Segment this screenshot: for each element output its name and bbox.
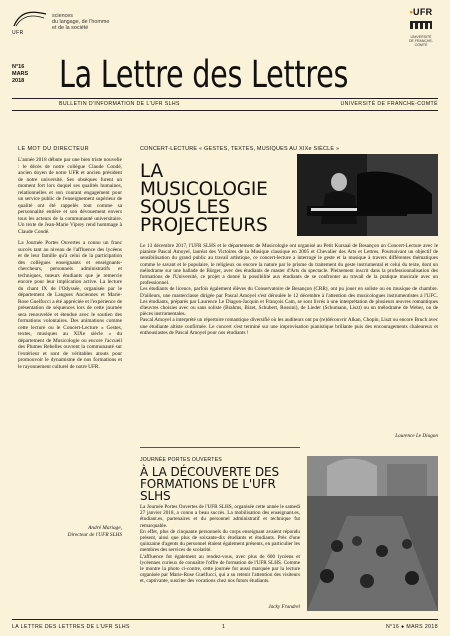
ufr-logo-label: UFR bbox=[12, 30, 24, 36]
masthead-title: La Lettre des Lettres bbox=[59, 53, 349, 96]
editorial-text bbox=[18, 157, 122, 375]
footer-rule bbox=[12, 619, 438, 620]
pianist-photo bbox=[297, 154, 438, 236]
editorial-signature bbox=[18, 525, 122, 538]
issue-year: 2018 bbox=[12, 78, 25, 84]
article2-body bbox=[140, 504, 300, 585]
ufc-logo-mark: •UFR bbox=[409, 7, 433, 17]
bulletin-subtitle: BULLETIN D'INFORMATION DE L'UFR SLHS bbox=[59, 101, 180, 107]
article-divider bbox=[140, 447, 300, 448]
open-day-photo-image bbox=[307, 456, 438, 611]
article2-paragraph: La Journée Portes Ouvertes de l'UFR SLHS, organisée cette année le samedi 27 janvier 2018, a connu a beau succès. La mobilisation des enseignant.es, étudiant.es, partenaires et du personnel administratif et technique fut remarquable. bbox=[140, 504, 300, 529]
header-rule-bottom bbox=[12, 110, 438, 111]
article1-byline: Laurence Le Diagon bbox=[395, 433, 438, 439]
article1-paragraph: Pascal Amoyel a interprété un répertoire romantique diversifié où les auditeurs ont pu (re)découvrir Alkan, Chopin, Liszt ou encore Bruch avec une étudiante altiste confirmée. Le concert s'est terminé sur une improvisation pianistique brillante puis des encouragements chaleureux et enthousiastes de Pascal Amoyel pour nos étudiants ! bbox=[140, 317, 438, 336]
footer-issue: N°16 ● MARS 2018 bbox=[386, 624, 438, 630]
article2-byline: Jacky Frandrel bbox=[268, 604, 300, 610]
university-name: UNIVERSITÉ DE FRANCHE-COMTÉ bbox=[340, 101, 438, 107]
ufc-building-icon bbox=[408, 18, 434, 30]
article1-body bbox=[140, 243, 438, 336]
ufr-logo-text: sciences du langage, de l'homme et de la société bbox=[52, 13, 110, 31]
article1-paragraph: Les étudiants de licence, parfois également élèves du Conservatoire de Besançon (CRR), ont pu jouer en soliste ou en musique de chambre. D'ailleurs, une masterclasse dirigée par Pascal Amoyel s'est déroulée le 12 décembre à l'attention des musicologues instrumentistes à l'UFC. Les étudiants, préparés par Laurence Le Diagon-Jacquin et François Cam, se sont livrés à une interprétation de plusieurs œuvres romantiques d'œuvres choisies avec ou sans soliste (Brahms, Bizet, Schubert, Rossini), de Lieder (Schumann, Liszt) ou un mélodrame de Weber, ou de pièces instrumentales. bbox=[140, 286, 438, 318]
page-number: 1 bbox=[222, 624, 225, 630]
ufr-slhs-logo bbox=[12, 8, 132, 36]
issue-number: N°16 bbox=[12, 64, 25, 70]
ufc-logo bbox=[406, 7, 436, 47]
ufr-logo-mark-icon bbox=[12, 8, 48, 30]
editorial-label: LE MOT DU DIRECTEUR bbox=[18, 146, 90, 152]
article1-paragraph: Le 13 décembre 2017, l'UFR SLHS et le département de Musicologie ont organisé au Petit Kursaal de Besançon un Concert-Lecture avec le pianiste Pascal Amoyel, lauréat des Victoires de la Musique classique en 2005 et Chevalier des Arts et Lettres. Poursuivant un objectif de sensibilisation du grand public au travail artistique, ce concert-lecture a interrogé le geste et la musique à travers différentes thématiques comme le savant et le populaire, le religieux ou encore la nature par le prisme du traitement du geste instrumental et celui du texte, dont un mélodrame sur une ballade de Bürger, avec des étudiants de master d'Arts du spectacle. Pleinement inscrit dans la professionnalisation des formations de l'Université, ce projet a donné la possibilité aux étudiants de se confronter au travail de la pratique musicale avec un professionnel. bbox=[140, 243, 438, 287]
article2-kicker: JOURNÉE PORTES OUVERTES bbox=[140, 457, 222, 463]
header-rule bbox=[12, 98, 438, 99]
ufc-logo-subtitle: UNIVERSITÉ DE FRANCHE-COMTÉ bbox=[409, 35, 433, 47]
signature-role: Directeur de l'UFR SLHS bbox=[67, 531, 122, 538]
open-day-photo bbox=[307, 456, 438, 611]
article1-kicker: CONCERT-LECTURE « GESTES, TEXTES, MUSIQUES AU XIXe SIÈCLE » bbox=[140, 146, 340, 152]
article2-paragraph: En effet, plus de cinquante personnels du corps enseignant avaient répondu présent, ainsi que plus de soixante-dix étudiants et étudiants. Près d'une quinzaine d'agents du personnel étaient également présents, en particulier les membres des services de scolarité. bbox=[140, 528, 300, 554]
issue-info bbox=[12, 64, 28, 85]
editorial-paragraph: L'année 2018 débute par une bien triste nouvelle : le décès de notre collègue Claude Condé, ancien doyen de notre UFR et ancien président de notre université. Ses obsèques furent un moment fort lors duquel ses qualités humaines, relationnelles et son courant engagement pour un service public de l'enseignement supérieur de qualité ont été rappelés tout comme sa personnalité entière et son dévouement envers tous les acteurs de la communauté universitaire. Un texte de Jean-Marie Viprey rend hommage à Claude Condé. bbox=[18, 157, 122, 235]
pianist-photo-image bbox=[297, 154, 438, 236]
article2-paragraph: L'affluence fut également au rendez-vous, avec plus de 600 lycéens et lycéennes curieux de connaître l'offre de formation de l'UFR SLHS. Comme le montre la photo ci-contre, cette journée fut aussi marquée par la lecture organisée par Marie-Rose Guelfucci, qui a su retenir l'attention des visiteurs et, captivante, susciter des vocations chez nos futurs étudiants. bbox=[140, 553, 300, 585]
article2-title: À LA DÉCOUVERTE DES FORMATIONS DE L'UFR SLHS bbox=[140, 465, 279, 503]
signature-name: André Mariage, bbox=[88, 525, 122, 531]
footer-title: LA LETTRE DES LETTRES DE L'UFR SLHS bbox=[12, 624, 130, 630]
editorial-paragraph: La Journée Portes Ouvertes a connu un franc succès tant au niveau de l'affluence des lycéens et de leur famille qu'à celui de la participation des collègues enseignants et enseignants-chercheurs, personnels administratifs et techniques, tuteurs étudiants que je remercie encore pour leur implication active. La lecture du chant IX de l'Odyssée, organisée par le département de Langues Anciennes et Marie-Rose Guelfucci a été appréciée et l'expérience de présentation de séquences lors de cette journée sera renouvelée et étendue avec le soutien des formations volontaires. Des animations comme cette lecture ou le Concert-Lecture « Gestes, textes, musiques au XIXe siècle » du département de Musicologie ou encore l'accueil des Plumes Rebelles ouvrent la communauté sur l'extérieur et sont de véritables atouts pour promouvoir le dynamisme de nos formations et le rayonnement culturel de notre UFR. bbox=[18, 240, 122, 370]
article1-title: LA MUSICOLOGIE SOUS LES PROJECTEURS bbox=[140, 161, 268, 236]
issue-month: MARS bbox=[12, 71, 29, 77]
